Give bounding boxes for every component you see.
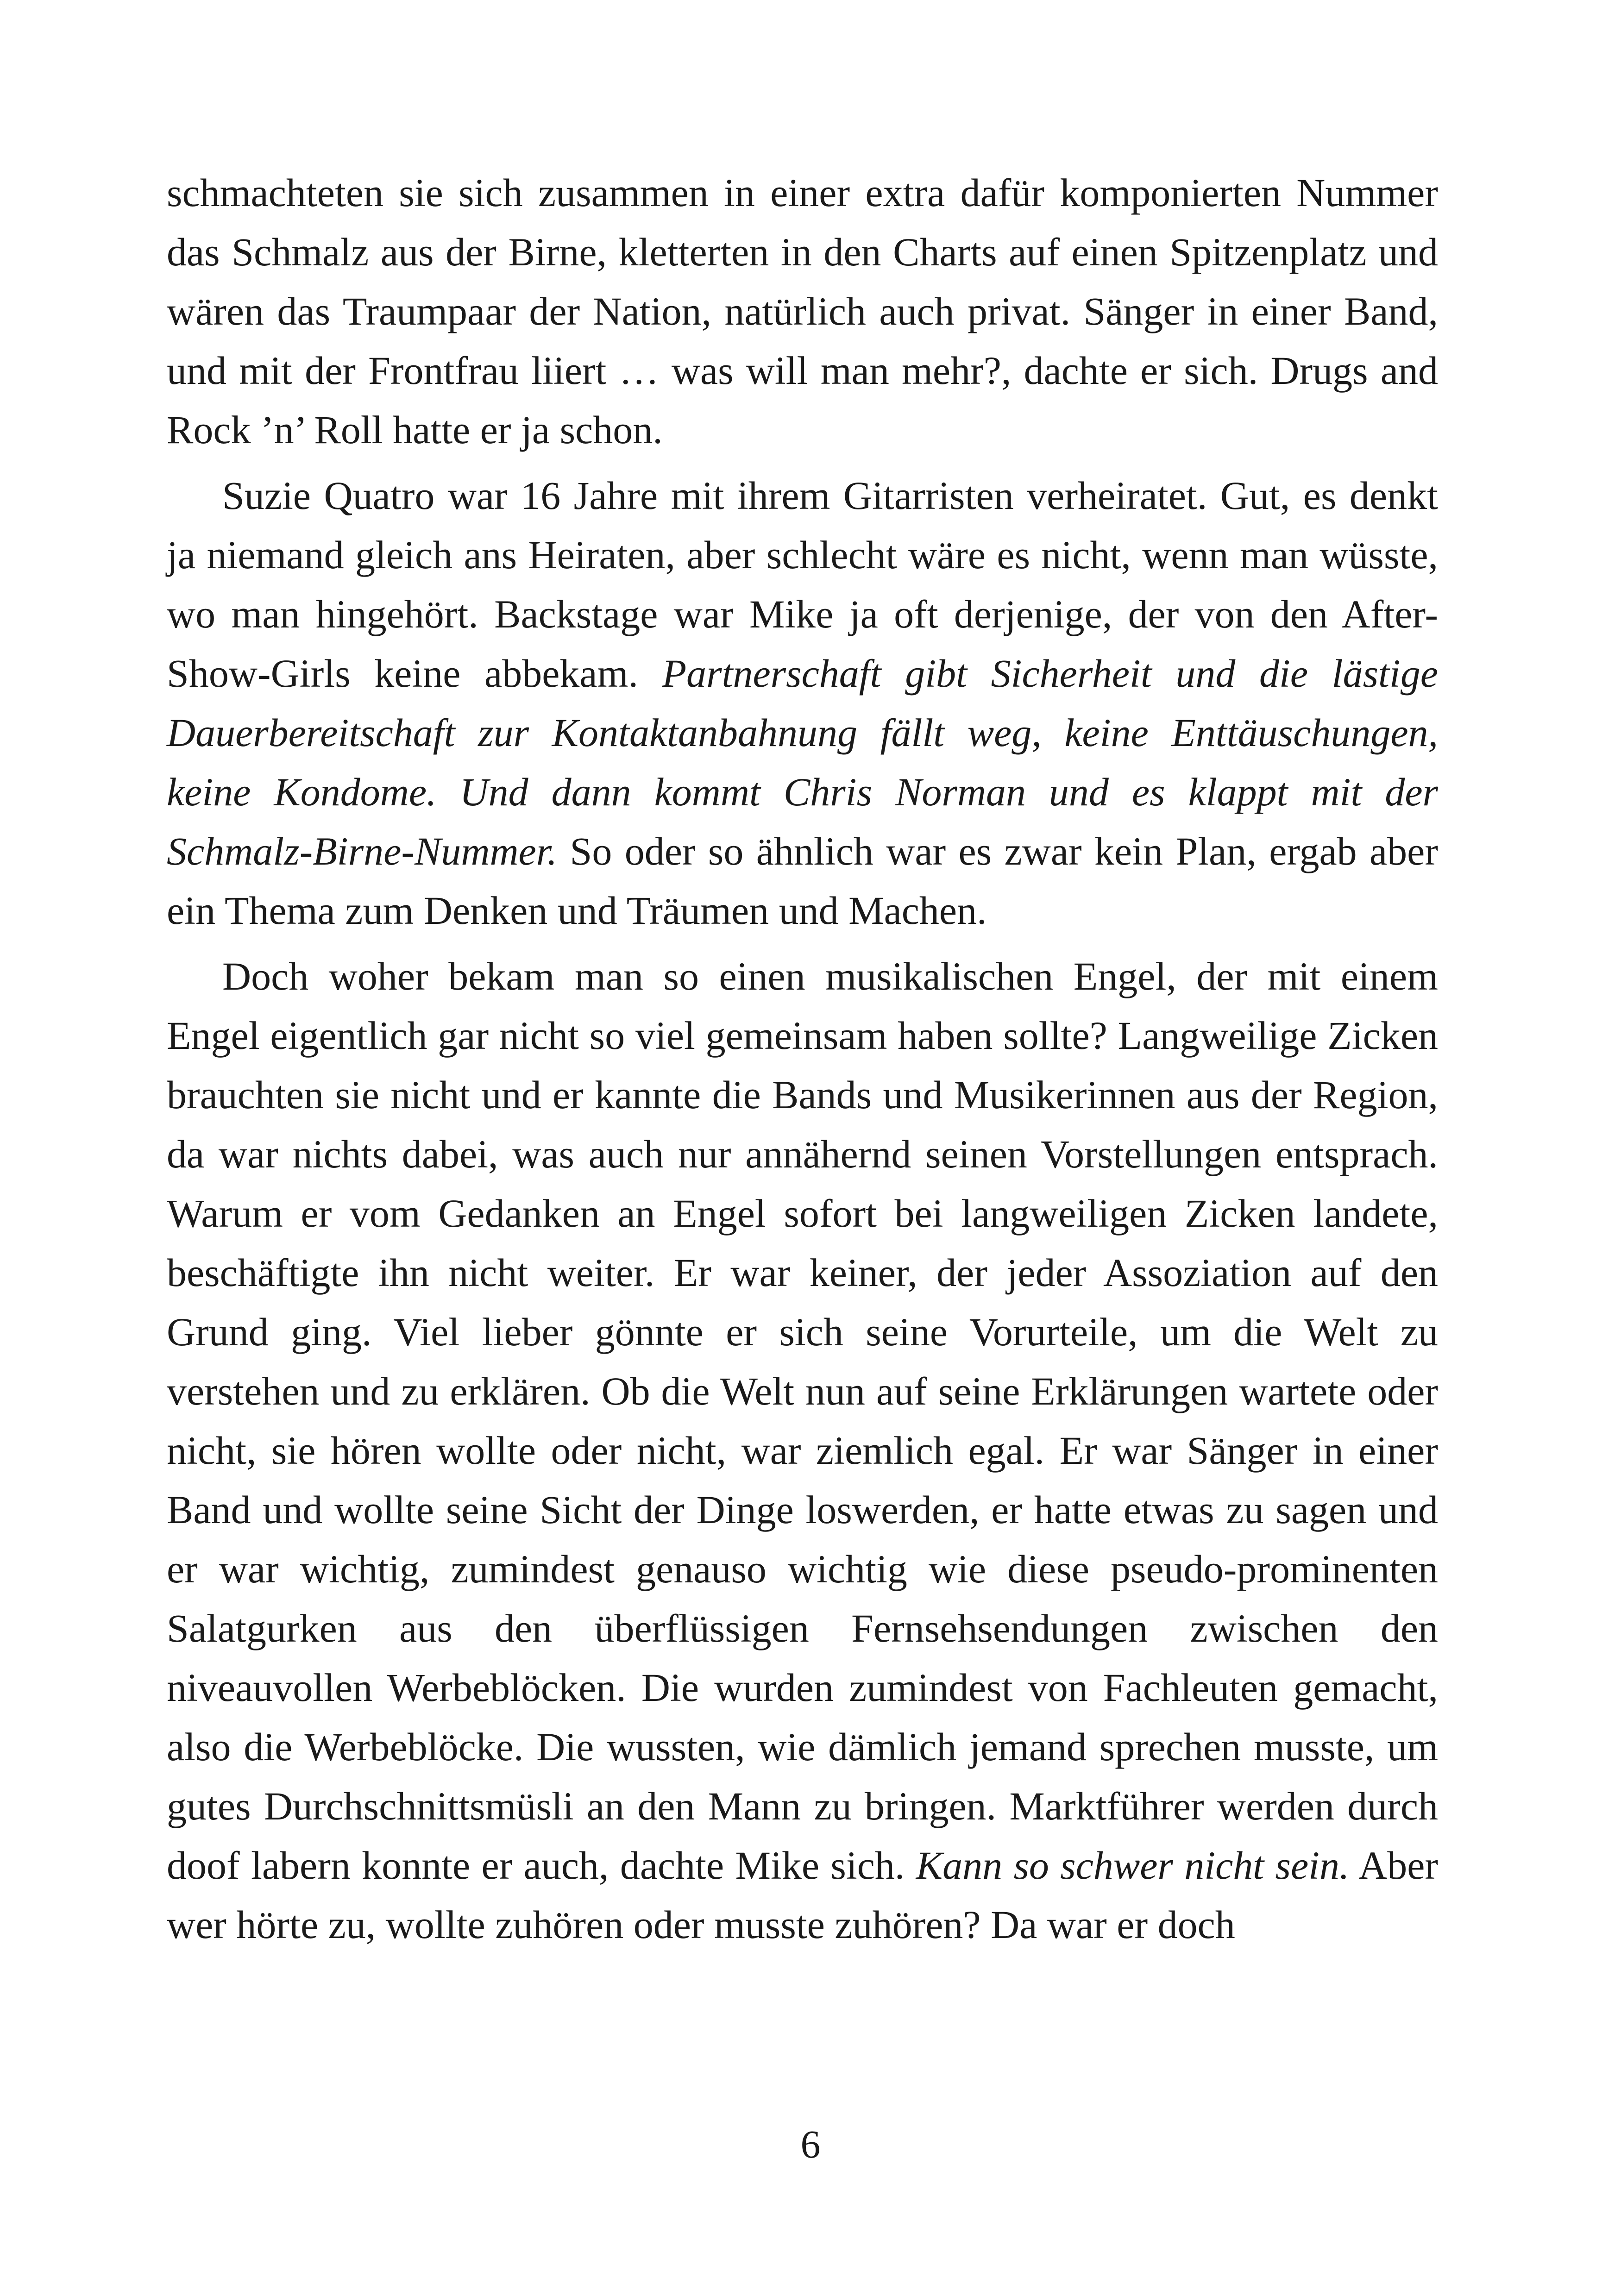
- paragraph-3-text-a: Doch woher bekam man so einen musikalischen Engel, der mit einem Engel eigentlich gar nicht so viel gemeinsam haben sollte? Langweilige Zicken brauchten sie nicht und er kannte die Bands und Musikerinnen aus der Region, da war nichts dabei, was auch nur annähernd seinen Vorstellungen entsprach. Warum er vom Gedanken an Engel sofort bei langweiligen Zicken landete, beschäftigte ihn nicht weiter. Er war keiner, der jeder Assoziation auf den Grund ging. Viel lieber gönnte er sich seine Vorurteile, um die Welt zu verstehen und zu erklären. Ob die Welt nun auf seine Erklärungen wartete oder nicht, sie hören wollte oder nicht, war ziemlich egal. Er war Sänger in einer Band und wollte seine Sicht der Dinge loswerden, er hatte etwas zu sagen und er war wichtig, zumindest genauso wichtig wie diese pseudo-prominenten Salatgurken aus den überflüssigen Fernsehsendungen zwischen den niveauvollen Werbeblöcken. Die wurden zumindest von Fachleuten gemacht, also die Werbeblöcke. Die wussten, wie dämlich jemand sprechen musste, um gutes Durchschnittsmüsli an den Mann zu bringen. Marktführer werden durch doof labern konnte er auch, dachte Mike sich.: [167, 954, 1438, 1888]
- page-body: [167, 163, 1438, 1954]
- paragraph-3-italic-thought: Kann so schwer nicht sein.: [916, 1843, 1350, 1888]
- paragraph-2-text-b: So oder so ähnlich war es zwar kein Plan, ergab aber ein Thema zum Denken und Träumen und Machen.: [167, 829, 1438, 933]
- paragraph-2: [167, 466, 1438, 940]
- page-number: 6: [800, 2122, 821, 2166]
- paragraph-3-text-b: Aber wer hörte zu, wollte zuhören oder musste zuhören? Da war er doch: [167, 1843, 1439, 1947]
- paragraph-2-text-a: Suzie Quatro war 16 Jahre mit ihrem Gitarristen verheiratet. Gut, es denkt ja niemand gleich ans Heiraten, aber schlecht wäre es nicht, wenn man wüsste, wo man hingehört. Backstage war Mike ja oft derjenige, der von den After-Show-Girls keine abbekam.: [167, 473, 1438, 696]
- paragraph-2-italic-thought: Partnerschaft gibt Sicherheit und die lästige Dauerbereitschaft zur Kontaktanbahnung fällt weg, keine Enttäuschungen, keine Kondome. Und dann kommt Chris Norman und es klappt mit der Schmalz-Birne-Nummer.: [167, 651, 1438, 873]
- paragraph-1-text: schmachteten sie sich zusammen in einer extra dafür komponierten Nummer das Schmalz aus der Birne, kletterten in den Charts auf einen Spitzenplatz und wären das Traumpaar der Nation, natürlich auch privat. Sänger in einer Band, und mit der Frontfrau liiert … was will man mehr?, dachte er sich. Drugs and Rock ’n’ Roll hatte er ja schon.: [167, 170, 1438, 452]
- paragraph-1: [167, 163, 1438, 459]
- paragraph-3: [167, 947, 1438, 1954]
